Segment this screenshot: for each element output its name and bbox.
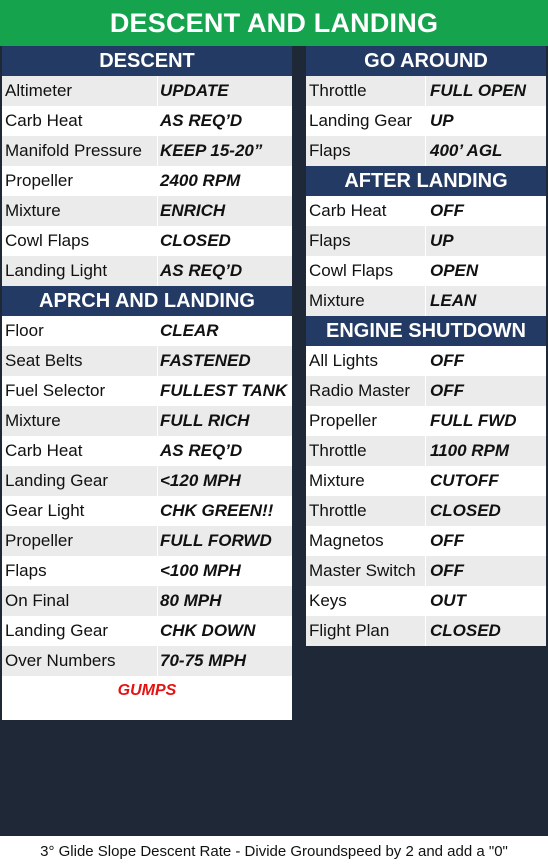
checklist-row (306, 256, 546, 286)
checklist-item-value: 400’ AGL (430, 141, 503, 160)
checklist-item-value: AS REQ’D (160, 111, 243, 130)
checklist-item-value: KEEP 15-20” (160, 141, 263, 160)
checklist-item-value: OUT (430, 591, 466, 610)
checklist-item-label: Cowl Flaps (2, 226, 158, 256)
checklist-item-label: Magnetos (306, 526, 426, 556)
checklist-item-value: OPEN (430, 261, 479, 280)
checklist-item-label: Throttle (306, 496, 426, 526)
checklist-row (2, 616, 292, 646)
checklist-item-value: 70-75 MPH (160, 651, 246, 670)
checklist-item-label: Flaps (2, 556, 158, 586)
checklist-row (306, 76, 546, 106)
section-header-approach: APRCH AND LANDING (2, 286, 292, 316)
checklist-row (306, 376, 546, 406)
checklist-item-value: OFF (430, 531, 464, 550)
checklist-row (2, 226, 292, 256)
checklist-item-value: OFF (430, 561, 464, 580)
checklist-item-value: FULL FORWD (160, 531, 272, 550)
checklist-row (2, 106, 292, 136)
checklist-row (2, 376, 292, 406)
checklist-row (2, 466, 292, 496)
checklist-row (306, 526, 546, 556)
checklist-item-value: FULL OPEN (430, 81, 527, 100)
checklist-item-value: 80 MPH (160, 591, 222, 610)
checklist-row (2, 196, 292, 226)
glide-slope-footer: 3° Glide Slope Descent Rate - Divide Groundspeed by 2 and add a "0" (0, 835, 548, 867)
checklist-row (306, 286, 546, 316)
checklist-row (306, 466, 546, 496)
checklist-item-value: 1100 RPM (430, 441, 510, 460)
checklist-item-value: OFF (430, 381, 464, 400)
checklist-item-label: Flaps (306, 226, 426, 256)
checklist-item-value: 2400 RPM (160, 171, 241, 190)
checklist-item-label: Mixture (306, 286, 426, 316)
checklist-row (2, 256, 292, 286)
checklist-item-value: UPDATE (160, 81, 229, 100)
checklist-item-value: FULL RICH (160, 411, 250, 430)
checklist-item-label: Keys (306, 586, 426, 616)
checklist-item-label: Throttle (306, 76, 426, 106)
go-around-list (306, 76, 546, 166)
checklist-item-value: CLOSED (430, 621, 501, 640)
checklist-item-label: Carb Heat (2, 436, 158, 466)
checklist-item-label: Carb Heat (306, 196, 426, 226)
checklist-row (306, 436, 546, 466)
checklist-item-value: AS REQ’D (160, 261, 243, 280)
checklist-item-value: <100 MPH (160, 561, 241, 580)
checklist-row (2, 136, 292, 166)
checklist-row (306, 556, 546, 586)
checklist-row (2, 166, 292, 196)
checklist-item-value: UP (430, 111, 454, 130)
page-title: DESCENT AND LANDING (0, 0, 548, 46)
approach-list (2, 316, 292, 676)
checklist-item-value: OFF (430, 201, 464, 220)
checklist-row (306, 496, 546, 526)
checklist-item-label: On Final (2, 586, 158, 616)
checklist-item-label: Floor (2, 316, 158, 346)
checklist-item-label: Gear Light (2, 496, 158, 526)
checklist-row (306, 406, 546, 436)
section-header-go-around: GO AROUND (306, 46, 546, 76)
checklist-item-value: CHK GREEN!! (160, 501, 274, 520)
checklist-row (2, 556, 292, 586)
checklist-item-label: Propeller (2, 526, 158, 556)
checklist-item-value: LEAN (430, 291, 477, 310)
checklist-item-value: OFF (430, 351, 464, 370)
checklist-item-label: Manifold Pressure (2, 136, 158, 166)
checklist-row (306, 196, 546, 226)
section-header-descent: DESCENT (2, 46, 292, 76)
checklist-item-label: Carb Heat (2, 106, 158, 136)
checklist-item-label: All Lights (306, 346, 426, 376)
checklist-row (2, 526, 292, 556)
checklist-item-value: AS REQ’D (160, 441, 243, 460)
checklist-item-value: CLOSED (160, 231, 231, 250)
descent-list (2, 76, 292, 286)
left-column-padding (2, 706, 292, 720)
checklist-item-value: FULL FWD (430, 411, 517, 430)
checklist-item-label: Altimeter (2, 76, 158, 106)
left-column (2, 46, 292, 720)
after-landing-list (306, 196, 546, 316)
right-column (306, 46, 546, 646)
checklist-item-value: UP (430, 231, 454, 250)
checklist-item-label: Propeller (2, 166, 158, 196)
checklist-item-label: Mixture (306, 466, 426, 496)
checklist-item-value: <120 MPH (160, 471, 241, 490)
checklist-item-label: Mixture (2, 406, 158, 436)
checklist-row (306, 136, 546, 166)
checklist-item-value: CUTOFF (430, 471, 499, 490)
checklist-item-value: FASTENED (160, 351, 251, 370)
checklist-item-value: FULLEST TANK (160, 381, 288, 400)
checklist-row (2, 646, 292, 676)
checklist-item-label: Seat Belts (2, 346, 158, 376)
checklist-item-value: CLEAR (160, 321, 219, 340)
checklist-item-label: Radio Master (306, 376, 426, 406)
checklist-row (306, 106, 546, 136)
engine-shutdown-list (306, 346, 546, 646)
checklist-row (2, 406, 292, 436)
checklist-row (306, 616, 546, 646)
checklist-item-label: Mixture (2, 196, 158, 226)
checklist-item-label: Landing Gear (2, 616, 158, 646)
checklist-item-label: Over Numbers (2, 646, 158, 676)
checklist-row (2, 586, 292, 616)
checklist-row (2, 346, 292, 376)
checklist-item-label: Fuel Selector (2, 376, 158, 406)
gumps-note: GUMPS (2, 676, 292, 706)
checklist-item-label: Landing Gear (2, 466, 158, 496)
checklist-row (306, 586, 546, 616)
checklist-item-label: Master Switch (306, 556, 426, 586)
checklist-item-label: Landing Gear (306, 106, 426, 136)
checklist-item-value: CLOSED (430, 501, 501, 520)
checklist-row (2, 436, 292, 466)
checklist-row (306, 226, 546, 256)
checklist-item-value: ENRICH (160, 201, 226, 220)
section-header-after-landing: AFTER LANDING (306, 166, 546, 196)
checklist-item-label: Cowl Flaps (306, 256, 426, 286)
checklist-item-value: CHK DOWN (160, 621, 256, 640)
checklist-row (306, 346, 546, 376)
checklist-item-label: Throttle (306, 436, 426, 466)
checklist-row (2, 496, 292, 526)
checklist-item-label: Flaps (306, 136, 426, 166)
checklist-item-label: Flight Plan (306, 616, 426, 646)
checklist-item-label: Landing Light (2, 256, 158, 286)
checklist-row (2, 316, 292, 346)
section-header-engine-shutdown: ENGINE SHUTDOWN (306, 316, 546, 346)
checklist-row (2, 76, 292, 106)
checklist-item-label: Propeller (306, 406, 426, 436)
